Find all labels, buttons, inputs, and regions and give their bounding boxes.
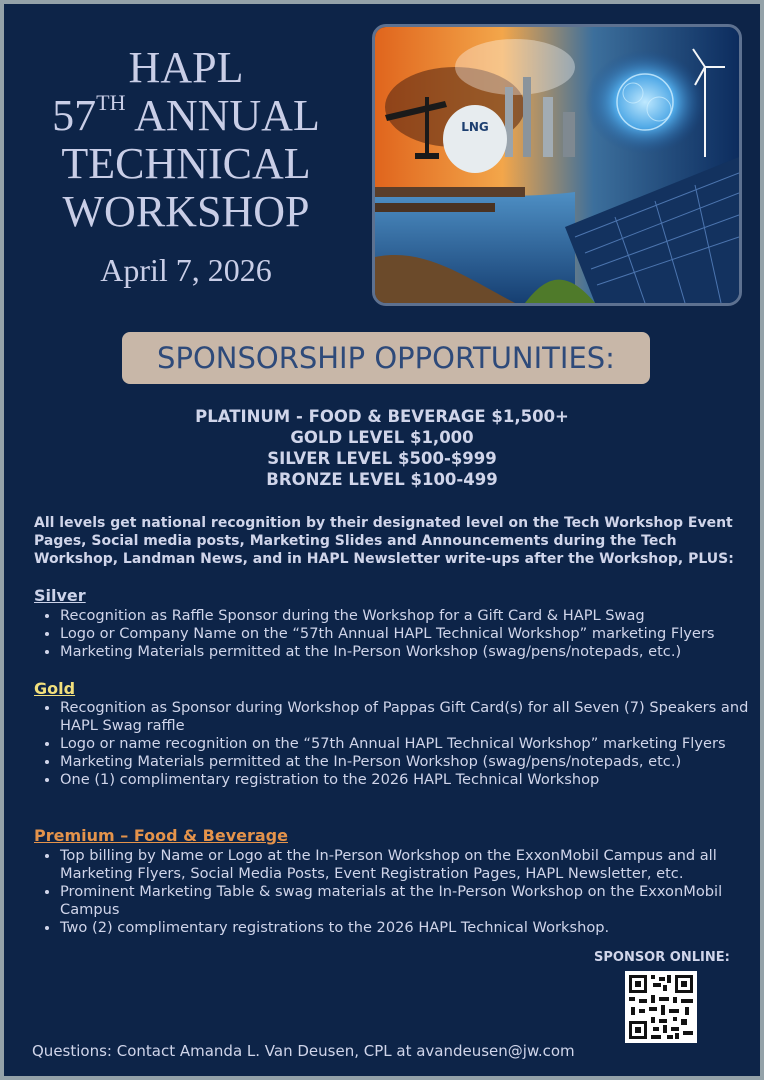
level-gold: GOLD LEVEL $1,000 — [290, 428, 474, 447]
gold-heading: Gold — [34, 679, 76, 698]
sponsorship-banner: SPONSORSHIP OPPORTUNITIES: — [122, 332, 650, 384]
list-item: • Marketing Materials permitted at the In-Person Workshop (swag/pens/notepads, etc.) — [60, 753, 760, 771]
title-number: 57 — [52, 91, 97, 140]
silver-benefits-list — [34, 607, 760, 661]
list-item: • Logo or Company Name on the “57th Annual HAPL Technical Workshop” marketing Flyers — [60, 625, 760, 643]
qr-code-icon — [625, 971, 697, 1043]
workshop-title — [16, 44, 356, 236]
list-item: • Two (2) complimentary registrations to the 2026 HAPL Technical Workshop. — [60, 919, 760, 937]
premium-benefits-list — [34, 847, 760, 937]
title-ordinal: TH — [96, 90, 126, 115]
energy-illustration — [375, 27, 739, 303]
title-line-workshop: WORKSHOP — [62, 187, 310, 236]
list-item: • Top billing by Name or Logo at the In-Person Workshop on the ExxonMobil Campus and all Marketing Flyers, Social Media Posts, Event Registration Pages, HAPL Newsletter, etc. — [60, 847, 760, 883]
energy-hero-image — [372, 24, 742, 306]
title-line-hapl: HAPL — [128, 43, 244, 92]
level-platinum: PLATINUM - FOOD & BEVERAGE $1,500+ — [195, 407, 569, 426]
premium-heading: Premium – Food & Beverage — [34, 826, 288, 845]
intro-paragraph: All levels get national recognition by their designated level on the Tech Workshop Event Pages, Social media posts, Marketing Slides and Announcements during the Tech Workshop, Landman News, and in HAPL Newsletter write-ups after the Workshop, PLUS: — [34, 515, 734, 567]
sponsorship-levels — [4, 406, 760, 490]
sponsor-online-label: SPONSOR ONLINE: — [594, 950, 730, 965]
title-annual: ANNUAL — [125, 91, 320, 140]
level-silver: SILVER LEVEL $500-$999 — [267, 449, 497, 468]
title-line-annual — [16, 92, 356, 140]
title-line-technical: TECHNICAL — [61, 139, 311, 188]
silver-heading: Silver — [34, 586, 86, 605]
flyer-page — [4, 4, 760, 1076]
list-item: • One (1) complimentary registration to the 2026 HAPL Technical Workshop — [60, 771, 760, 789]
list-item: • Recognition as Sponsor during Workshop of Pappas Gift Card(s) for all Seven (7) Speakers and HAPL Swag raffle — [60, 699, 760, 735]
sponsor-qr-code[interactable] — [625, 971, 697, 1043]
list-item: • Prominent Marketing Table & swag materials at the In-Person Workshop on the ExxonMobil Campus — [60, 883, 760, 919]
gold-benefits-list — [34, 699, 760, 789]
list-item: • Recognition as Raffle Sponsor during the Workshop for a Gift Card & HAPL Swag — [60, 607, 760, 625]
lng-tank-label: LNG — [461, 120, 489, 134]
contact-info: Questions: Contact Amanda L. Van Deusen, CPL at avandeusen@jw.com — [32, 1042, 575, 1060]
event-date: April 7, 2026 — [100, 252, 272, 288]
list-item: • Logo or name recognition on the “57th Annual HAPL Technical Workshop” marketing Flyers — [60, 735, 760, 753]
list-item: • Marketing Materials permitted at the In-Person Workshop (swag/pens/notepads, etc.) — [60, 643, 760, 661]
level-bronze: BRONZE LEVEL $100-499 — [266, 470, 498, 489]
